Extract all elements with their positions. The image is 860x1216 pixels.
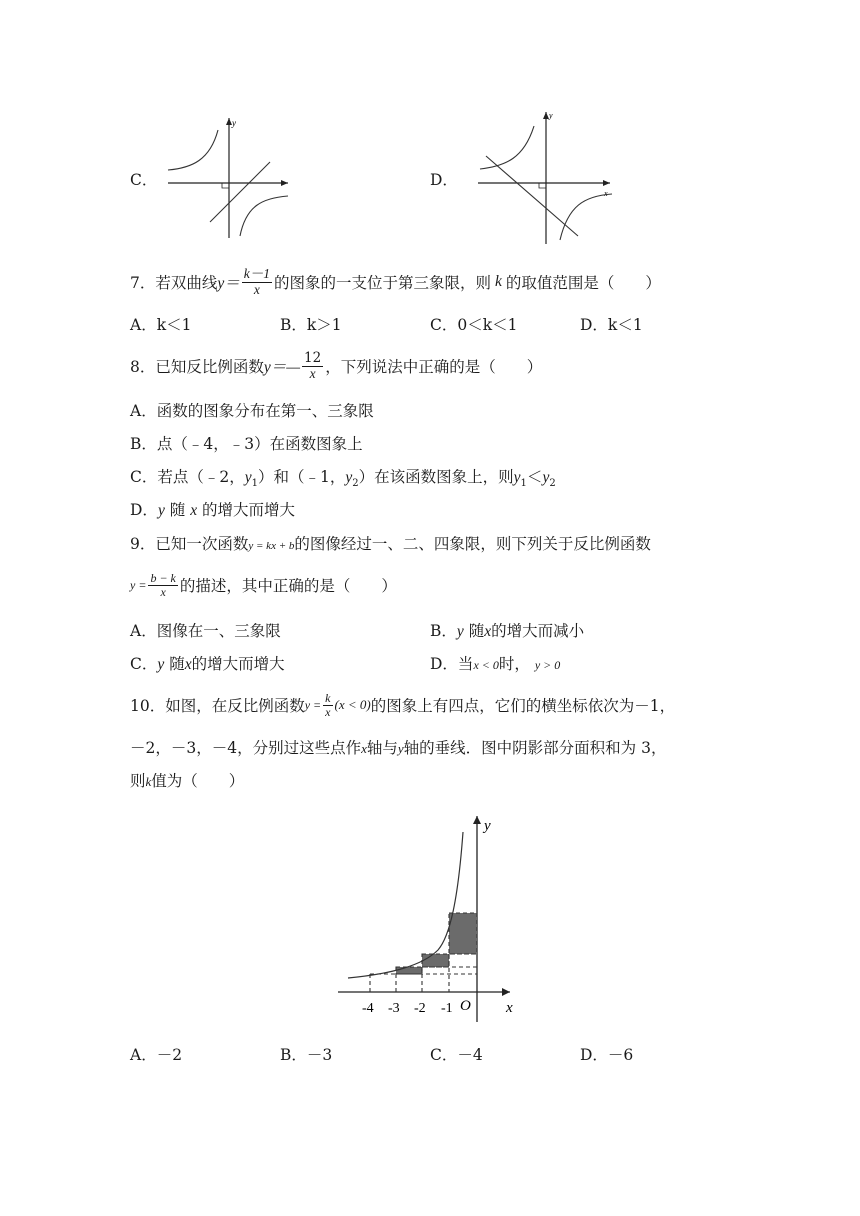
q10-graph	[330, 810, 530, 1030]
q8-lhs: y＝—	[263, 359, 301, 376]
q8-fraction-denominator: x	[309, 365, 316, 381]
q8-option-c[interactable]: C．若点（﹣2，$y_1$）和（﹣1，$y_2$）在该函数图象上，则$y_1<y_2$	[130, 468, 556, 490]
q9-option-b-y: y	[456, 623, 464, 640]
q10-stem-line1	[130, 684, 675, 726]
q10-origin-label: O	[460, 998, 471, 1014]
q8-option-d-text: 的增大而增大	[202, 501, 296, 519]
q7-lhs: y＝	[217, 275, 240, 292]
q10-domain: (x < 0)	[334, 697, 371, 712]
q6-d-x-axis-label: x	[604, 189, 608, 198]
q10-line2-c: 轴的垂线．图中阴影部分面积和为 3，	[403, 739, 667, 757]
q8-option-c-y2: y	[345, 469, 353, 486]
q7-stem	[130, 262, 661, 302]
q6-option-c-label[interactable]: C．	[130, 171, 158, 189]
q9-lhs: y =	[130, 577, 147, 592]
q7-option-c[interactable]: C．0＜k＜1	[430, 316, 518, 334]
q10-y-axis-arrow	[473, 816, 481, 824]
q7-number: 7．若双曲线	[130, 274, 218, 292]
q10-stem-b: 的图象上有四点，它们的横坐标依次为－1，	[370, 697, 676, 715]
q6-option-c-graph	[162, 112, 292, 242]
q7-option-d[interactable]: D．k＜1	[580, 316, 643, 334]
q9-stem-c: 的描述，其中正确的是（ ）	[179, 577, 397, 595]
q10-line2-a: －2，－3，－4，分别过这些点作	[130, 739, 362, 757]
q9-option-b[interactable]	[430, 619, 584, 641]
q7-tail1: 的图象的一支位于第三象限，则	[274, 274, 492, 292]
q9-option-c-x: x	[184, 656, 192, 673]
q9-option-c-label: C．	[130, 655, 158, 673]
q10-stem-a: 10．如图，在反比例函数	[130, 697, 305, 715]
q10-option-b[interactable]: B．－3	[280, 1046, 333, 1064]
q9-option-d-text: 时，	[498, 655, 530, 673]
q8-fraction-numerator: 12	[304, 350, 322, 367]
q7-fraction	[242, 267, 272, 296]
q8-option-c-y1-again: y	[513, 469, 521, 486]
q10-option-d[interactable]: D．－6	[580, 1046, 634, 1064]
q10-option-c[interactable]: C．－4	[430, 1046, 483, 1064]
q9-option-b-label: B．	[430, 622, 457, 640]
q7-fraction-denominator: x	[253, 281, 260, 297]
q8-option-c-text-c: ）在该函数图象上，则	[358, 468, 514, 486]
q9-stem-line1	[130, 532, 651, 554]
q10-shade-3	[396, 967, 422, 974]
q10-stem-line2	[130, 736, 666, 758]
q10-line2-y: y	[397, 741, 404, 756]
q8-option-d-y: y	[157, 502, 165, 519]
q8-option-d-label: D．	[130, 501, 158, 519]
q8-option-a[interactable]: A．函数的图象分布在第一、三象限	[130, 402, 374, 420]
q8-option-d-x: x	[190, 502, 198, 519]
q9-stem-b: 的图像经过一、二、四象限，则下列关于反比例函数	[294, 535, 651, 553]
q6-option-d-graph	[476, 106, 616, 246]
q8-option-b[interactable]: B．点（﹣4，﹣3）在函数图象上	[130, 435, 363, 453]
q10-stem-line3	[130, 769, 244, 791]
q7-fraction-numerator: k－1	[243, 266, 271, 282]
q7-option-a[interactable]: A．k＜1	[130, 316, 192, 334]
q6-option-d-label[interactable]: D．	[430, 171, 458, 189]
q10-lhs: y =	[304, 697, 322, 712]
q6-d-y-axis-label: y	[549, 111, 553, 120]
q10-x-axis-label: x	[506, 1000, 513, 1016]
q10-line3-k: k	[145, 774, 152, 789]
q7-tail2: 的取值范围是（ ）	[505, 274, 661, 292]
q9-stem-a: 9．已知一次函数	[130, 535, 249, 553]
q9-option-b-x: x	[484, 623, 492, 640]
q9-linear-function: y = kx + b	[248, 540, 295, 552]
q8-option-d-sui: 随	[169, 501, 186, 519]
q6-c-y-axis-label: y	[232, 118, 236, 128]
q7-option-b[interactable]: B．k＞1	[280, 316, 342, 334]
q10-line2-b: 轴与	[366, 739, 398, 757]
q9-option-d-condition: x < 0	[473, 658, 499, 672]
q9-option-a[interactable]: A．图像在一、三象限	[130, 622, 281, 640]
q10-fraction-numerator: k	[325, 690, 331, 705]
q9-option-c-y: y	[157, 656, 165, 673]
q10-y-axis-label: y	[484, 818, 491, 834]
q8-option-d[interactable]	[130, 498, 295, 520]
q9-stem-line2	[130, 564, 397, 606]
q8-stem-b: ，下列说法中正确的是（ ）	[325, 358, 543, 376]
q8-stem-a: 8．已知反比例函数	[130, 358, 264, 376]
q9-option-d[interactable]	[430, 652, 560, 674]
q9-option-d-label: D．当	[430, 655, 474, 673]
q10-line3-b: 值为（ ）	[151, 772, 245, 790]
q10-x-axis-arrow	[502, 988, 510, 996]
q9-option-c-text: 的增大而增大	[191, 655, 285, 673]
q10-shade-1	[449, 913, 477, 954]
q10-fraction	[323, 692, 332, 718]
q10-tick--4: -4	[362, 1001, 374, 1016]
q9-option-b-text: 的增大而减小	[491, 622, 585, 640]
q10-shade-2	[422, 954, 449, 967]
q10-tick--3: -3	[388, 1001, 400, 1016]
q7-k: k	[495, 273, 502, 290]
q10-fraction-denominator: x	[325, 704, 331, 719]
q9-fraction	[148, 572, 177, 598]
q8-option-c-y2-again: y	[542, 469, 550, 486]
q8-option-c-text-a: C．若点（﹣2，	[130, 468, 245, 486]
q8-option-c-y1: y	[244, 469, 252, 486]
q9-option-c-sui: 随	[169, 655, 185, 673]
q10-line2-x: x	[361, 741, 367, 756]
q9-option-b-sui: 随	[468, 622, 485, 640]
q10-tick--1: -1	[441, 1001, 453, 1016]
q10-line3-a: 则	[130, 772, 146, 790]
q8-stem	[130, 346, 542, 386]
q9-fraction-denominator: x	[160, 584, 166, 599]
q10-option-a[interactable]: A．－2	[130, 1046, 183, 1064]
q9-option-c[interactable]	[130, 652, 285, 674]
q9-fraction-numerator: b − k	[150, 570, 176, 585]
q10-tick--2: -2	[414, 1001, 426, 1016]
q8-option-c-relation: ＜	[526, 468, 543, 486]
q8-option-c-text-b: ）和（﹣1，	[258, 468, 346, 486]
q8-fraction	[302, 351, 323, 380]
q9-option-d-result: y > 0	[534, 658, 561, 672]
